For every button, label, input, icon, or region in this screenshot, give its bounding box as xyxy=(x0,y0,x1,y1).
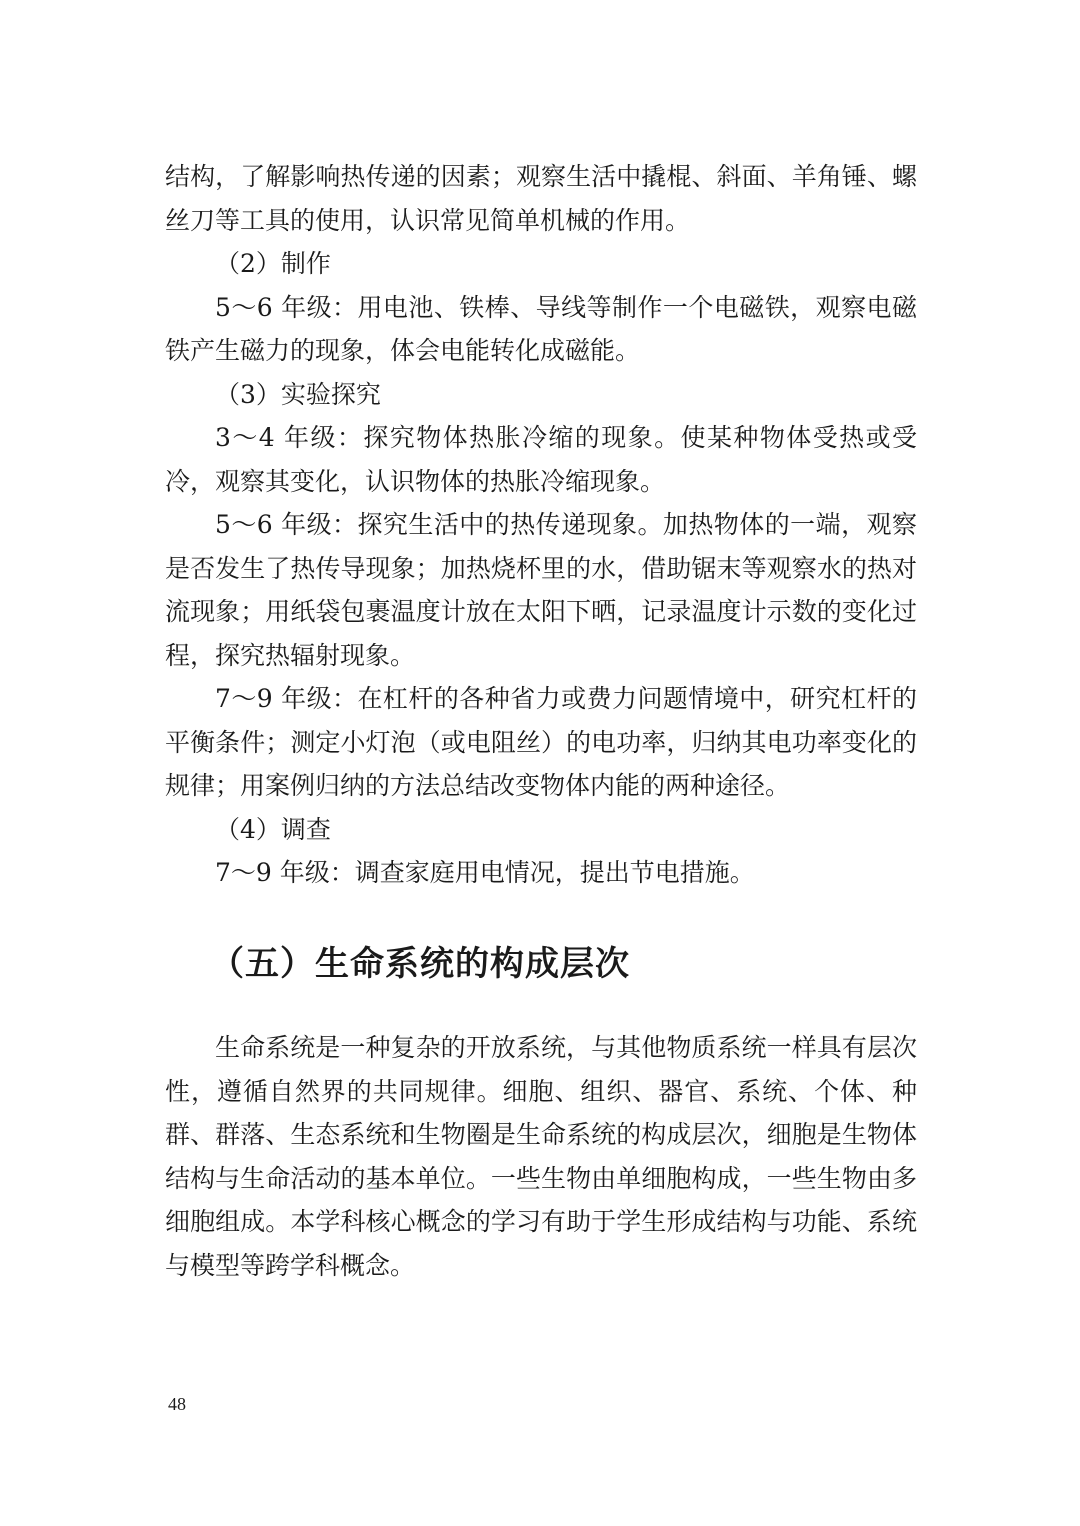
paragraph-8: 7～9 年级：调查家庭用电情况，提出节电措施。 xyxy=(215,858,755,887)
paragraph-4: 3～4 年级：探究物体热胀冷缩的现象。使某种物体受热或受冷，观察其变化，认识物体的热胀冷缩现象。 xyxy=(165,423,917,496)
text-block-section xyxy=(165,1026,917,1287)
paragraph-3: （3）实验探究 xyxy=(215,379,381,409)
paragraph-7: （4）调查 xyxy=(215,814,331,844)
paragraph-6: 7～9 年级：在杠杆的各种省力或费力问题情境中，研究杠杆的平衡条件；测定小灯泡（或电阻丝）的电功率，归纳其电功率变化的规律；用案例归纳的方法总结改变物体内能的两种途径。 xyxy=(165,684,917,800)
text-block-top xyxy=(165,155,917,895)
paragraph-5: 5～6 年级：探究生活中的热传递现象。加热物体的一端，观察是否发生了热传导现象；加热烧杯里的水，借助锯末等观察水的热对流现象；用纸袋包裹温度计放在太阳下晒，记录温度计示数的变化过程，探究热辐射现象。 xyxy=(165,510,917,670)
section-paragraph: 生命系统是一种复杂的开放系统，与其他物质系统一样具有层次性，遵循自然界的共同规律。细胞、组织、器官、系统、个体、种群、群落、生态系统和生物圈是生命系统的构成层次，细胞是生物体结构与生命活动的基本单位。一些生物由单细胞构成，一些生物由多细胞组成。本学科核心概念的学习有助于学生形成结构与功能、系统与模型等跨学科概念。 xyxy=(165,1033,917,1280)
paragraph-0: 结构，了解影响热传递的因素；观察生活中撬棍、斜面、羊角锤、螺丝刀等工具的使用，认识常见简单机械的作用。 xyxy=(165,162,917,235)
page-number: 48 xyxy=(168,1394,186,1414)
section-heading: （五）生命系统的构成层次 xyxy=(210,944,630,984)
paragraph-2: 5～6 年级：用电池、铁棒、导线等制作一个电磁铁，观察电磁铁产生磁力的现象，体会电能转化成磁能。 xyxy=(165,292,917,365)
paragraph-1: （2）制作 xyxy=(215,249,331,278)
